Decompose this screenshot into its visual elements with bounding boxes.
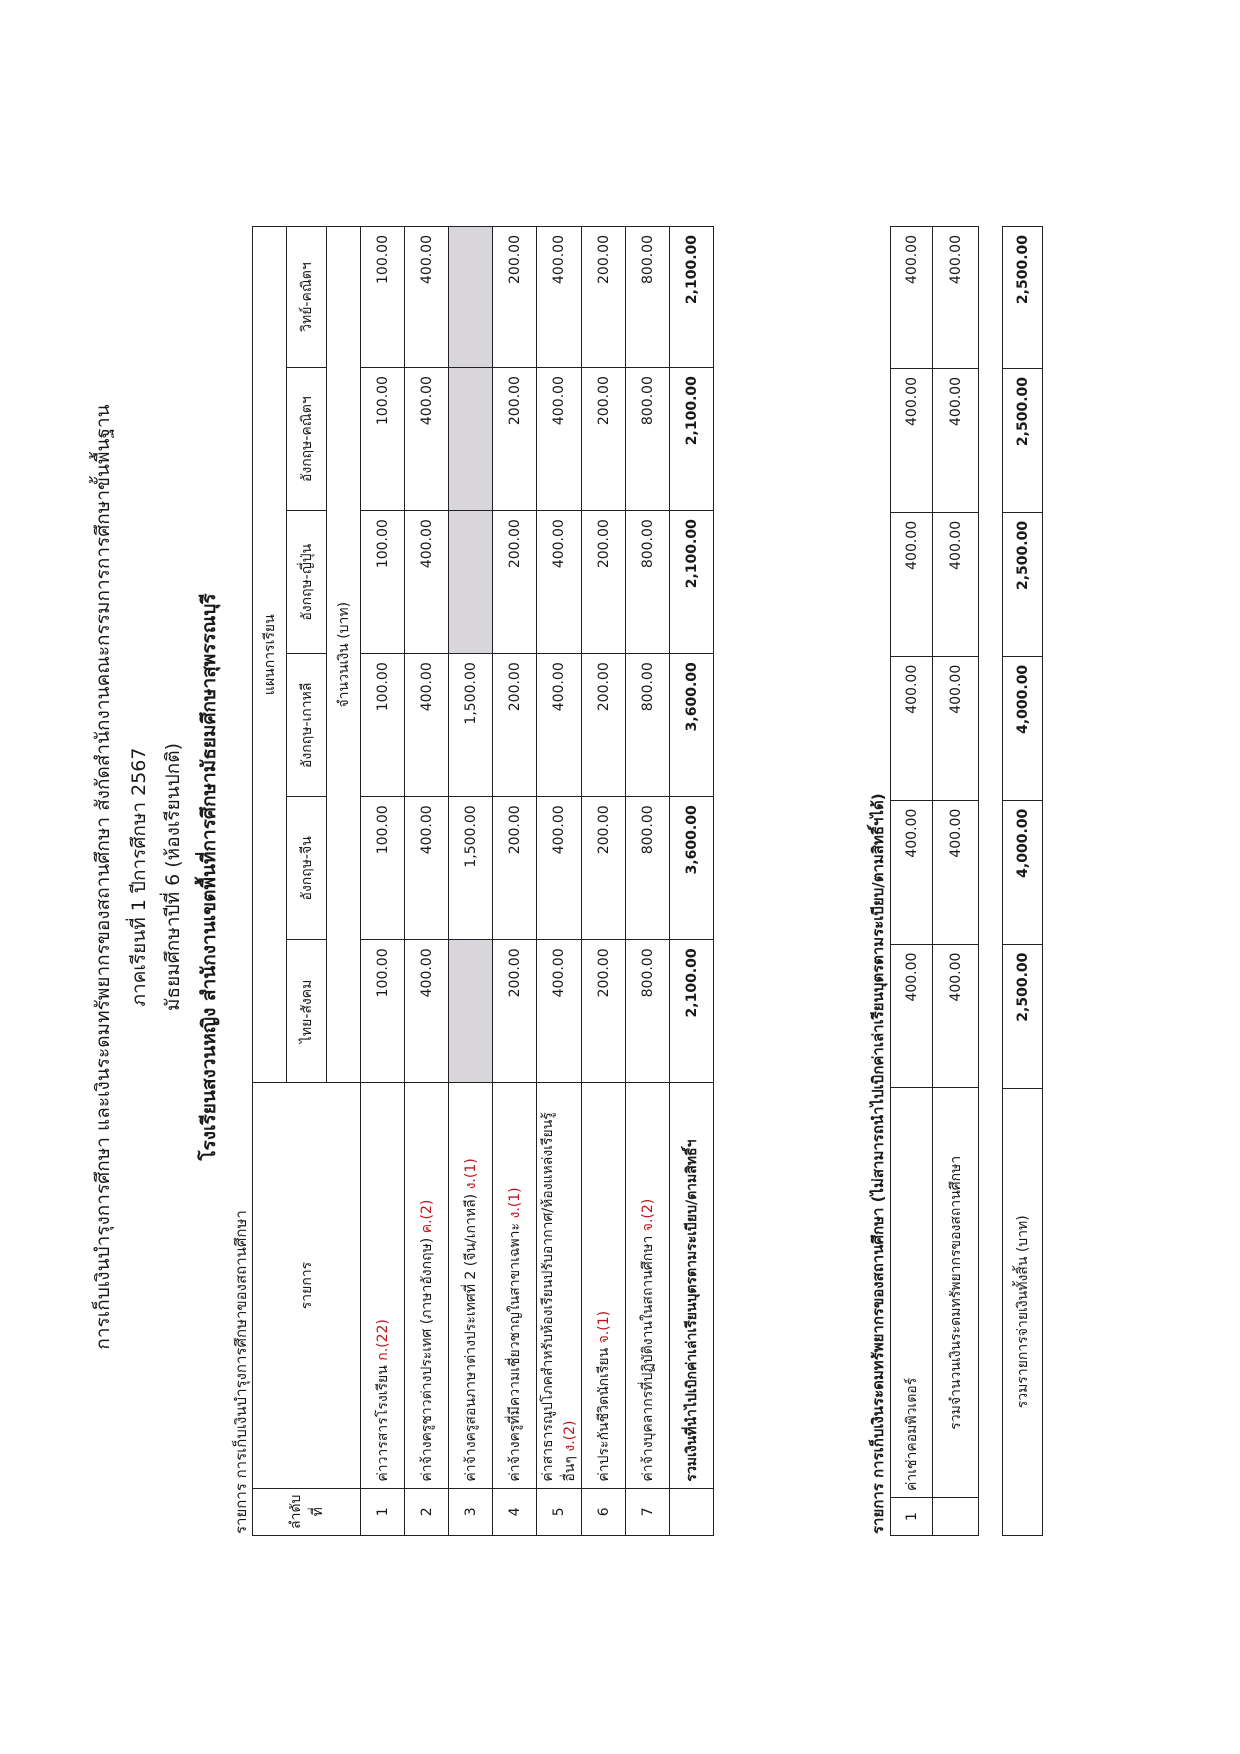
value-cell: 400.00 xyxy=(537,654,582,797)
total-label: รวมเงินที่นำไปเบิกค่าเล่าเรียนบุตรตามระเบียบ/ตามสิทธิ์ฯ xyxy=(670,1083,714,1488)
value-cell: 400.00 xyxy=(891,368,933,512)
row-item: ค่าเช่าคอมพิวเตอร์ xyxy=(891,1088,933,1498)
row-item-text: ค่าจ้างครูชาวต่างประเทศ (ภาษาอังกฤษ) xyxy=(418,1237,435,1482)
value-cell: 400.00 xyxy=(537,797,582,940)
row-item-text: ค่าสาธารณูปโภคสำหรับห้องเรียนปรับอากาศ/ห้องแหล่งเรียนรู้อื่นๆ xyxy=(540,1112,578,1482)
plan-header: อังกฤษ-ญี่ปุ่น xyxy=(287,511,327,654)
plan-header: อังกฤษ-คณิตฯ xyxy=(287,368,327,511)
value-cell: 100.00 xyxy=(361,940,405,1083)
row-item xyxy=(405,1083,449,1488)
value-cell: 800.00 xyxy=(626,654,670,797)
row-no: 3 xyxy=(449,1488,493,1535)
section1-caption: รายการ การเก็บเงินบำรุงการศึกษาของสถานศึกษา xyxy=(232,1210,250,1534)
value-cell: 100.00 xyxy=(361,227,405,368)
subtotal-cell: 400.00 xyxy=(933,800,979,944)
grand-total-cell: 2,500.00 xyxy=(1003,369,1043,513)
row-item xyxy=(582,1083,626,1488)
value-cell: 100.00 xyxy=(361,368,405,511)
col-header-plan: แผนการเรียน xyxy=(253,227,287,1083)
value-cell: 200.00 xyxy=(493,940,537,1083)
row-item-text: ค่าจ้างครูสอนภาษาต่างประเทศที่ 2 (จีน/เกาหลี) xyxy=(462,1193,479,1482)
row-no: 7 xyxy=(626,1488,670,1535)
regulation-code: ง.(1) xyxy=(506,1187,523,1219)
value-cell: 400.00 xyxy=(405,797,449,940)
section1-rows xyxy=(361,227,670,1536)
subtotal-cell: 400.00 xyxy=(933,227,979,369)
grand-total-cell: 2,500.00 xyxy=(1003,227,1043,369)
row-no: 4 xyxy=(493,1488,537,1535)
value-cell: 400.00 xyxy=(537,368,582,511)
value-cell: 400.00 xyxy=(891,944,933,1088)
value-cell: 200.00 xyxy=(582,227,626,368)
grand-total-row xyxy=(1003,227,1043,1536)
value-cell: 400.00 xyxy=(405,511,449,654)
value-cell xyxy=(449,511,493,654)
total-cell: 3,600.00 xyxy=(670,797,714,940)
plan-header: อังกฤษ-เกาหลี xyxy=(287,654,327,797)
table-row xyxy=(537,227,582,1536)
value-cell: 400.00 xyxy=(891,227,933,369)
value-cell: 800.00 xyxy=(626,368,670,511)
value-cell: 200.00 xyxy=(582,940,626,1083)
value-cell: 1,500.00 xyxy=(449,654,493,797)
col-header-no: ลำดับที่ xyxy=(253,1488,361,1535)
value-cell: 800.00 xyxy=(626,227,670,368)
title-line-1: การเก็บเงินบำรุงการศึกษา และเงินระดมทรัพยากรของสถานศึกษา สังกัดสำนักงานคณะกรรมการการศึกษาขั้นพื้นฐาน xyxy=(92,404,114,1350)
subtotal-row xyxy=(933,227,979,1536)
value-cell: 200.00 xyxy=(493,654,537,797)
value-cell: 400.00 xyxy=(405,227,449,368)
value-cell: 400.00 xyxy=(891,656,933,800)
grand-total-cell: 2,500.00 xyxy=(1003,512,1043,656)
table-row xyxy=(449,227,493,1536)
plan-header: วิทย์-คณิตฯ xyxy=(287,227,327,368)
value-cell: 200.00 xyxy=(493,797,537,940)
resource-table xyxy=(890,226,979,1536)
row-item xyxy=(361,1083,405,1488)
value-cell: 200.00 xyxy=(493,511,537,654)
value-cell xyxy=(449,368,493,511)
unit-label: จำนวนเงิน (บาท) xyxy=(327,227,361,1083)
row-item-text: ค่าจ้างบุคลากรที่ปฏิบัติงานในสถานศึกษา xyxy=(639,1235,656,1482)
table-row xyxy=(626,227,670,1536)
subtotal-label: รวมจำนวนเงินระดมทรัพยากรของสถานศึกษา xyxy=(933,1088,979,1498)
grand-total-cell: 4,000.00 xyxy=(1003,800,1043,944)
table-row xyxy=(405,227,449,1536)
subtotal-cell: 400.00 xyxy=(933,656,979,800)
fee-table xyxy=(252,226,714,1536)
row-no: 1 xyxy=(891,1498,933,1536)
row-no: 6 xyxy=(582,1488,626,1535)
value-cell: 1,500.00 xyxy=(449,797,493,940)
value-cell: 400.00 xyxy=(891,800,933,944)
title-line-3: มัธยมศึกษาปีที่ 6 (ห้องเรียนปกติ) xyxy=(162,742,184,1012)
row-item-text: ค่าจ้างครูที่มีความเชี่ยวชาญในสาขาเฉพาะ xyxy=(506,1222,523,1482)
value-cell xyxy=(449,227,493,368)
section2-caption: รายการ การเก็บเงินระดมทรัพยากรของสถานศึกษา (ไม่สามารถนำไปเบิกค่าเล่าเรียนบุตรตามระเบียบ/ตามสิทธิ์ฯได้) xyxy=(869,793,887,1534)
grand-total-table xyxy=(1002,226,1043,1536)
value-cell: 400.00 xyxy=(537,227,582,368)
total-cell: 2,100.00 xyxy=(670,227,714,368)
regulation-code: ง.(2) xyxy=(562,1420,578,1452)
plan-header: อังกฤษ-จีน xyxy=(287,797,327,940)
row-item xyxy=(449,1083,493,1488)
row-item-text: ค่าวารสารโรงเรียน xyxy=(374,1365,391,1482)
row-no: 2 xyxy=(405,1488,449,1535)
regulation-code: จ.(2) xyxy=(639,1198,656,1232)
value-cell: 200.00 xyxy=(493,368,537,511)
value-cell: 400.00 xyxy=(405,940,449,1083)
regulation-code: ค.(2) xyxy=(418,1199,435,1234)
total-cell: 2,100.00 xyxy=(670,940,714,1083)
total-cell: 3,600.00 xyxy=(670,654,714,797)
regulation-code: ก.(22) xyxy=(374,1319,391,1361)
regulation-code: จ.(1) xyxy=(595,1310,612,1344)
plan-header: ไทย-สังคม xyxy=(287,940,327,1083)
subtotal-cell: 400.00 xyxy=(933,512,979,656)
row-no: 5 xyxy=(537,1488,582,1535)
total-row xyxy=(670,227,714,1536)
value-cell: 400.00 xyxy=(537,511,582,654)
row-item xyxy=(493,1083,537,1488)
table-row xyxy=(493,227,537,1536)
value-cell: 800.00 xyxy=(626,511,670,654)
table-row xyxy=(582,227,626,1536)
regulation-code: ง.(1) xyxy=(462,1158,479,1190)
row-item-text: ค่าประกันชีวิตนักเรียน xyxy=(595,1347,612,1482)
title-line-2: ภาคเรียนที่ 1 ปีการศึกษา 2567 xyxy=(128,747,150,1007)
total-cell: 2,100.00 xyxy=(670,368,714,511)
row-no: 1 xyxy=(361,1488,405,1535)
value-cell: 400.00 xyxy=(537,940,582,1083)
grand-total-cell: 4,000.00 xyxy=(1003,656,1043,800)
grand-total-cell: 2,500.00 xyxy=(1003,944,1043,1088)
subtotal-cell: 400.00 xyxy=(933,368,979,512)
value-cell: 800.00 xyxy=(626,797,670,940)
value-cell: 200.00 xyxy=(493,227,537,368)
value-cell: 800.00 xyxy=(626,940,670,1083)
value-cell: 100.00 xyxy=(361,654,405,797)
value-cell: 400.00 xyxy=(405,654,449,797)
table-row xyxy=(891,227,933,1536)
table-row xyxy=(361,227,405,1536)
value-cell xyxy=(449,940,493,1083)
subtotal-cell: 400.00 xyxy=(933,944,979,1088)
row-item xyxy=(537,1083,582,1488)
value-cell: 200.00 xyxy=(582,511,626,654)
row-item xyxy=(626,1083,670,1488)
value-cell: 100.00 xyxy=(361,511,405,654)
col-header-item: รายการ xyxy=(253,1083,361,1488)
value-cell: 100.00 xyxy=(361,797,405,940)
value-cell: 200.00 xyxy=(582,654,626,797)
grand-total-label: รวมรายการจ่ายเงินทั้งสิ้น (บาท) xyxy=(1003,1088,1043,1535)
value-cell: 200.00 xyxy=(582,797,626,940)
value-cell: 400.00 xyxy=(405,368,449,511)
value-cell: 400.00 xyxy=(891,512,933,656)
value-cell: 200.00 xyxy=(582,368,626,511)
title-line-4: โรงเรียนสงวนหญิง สำนักงานเขตพื้นที่การศึกษามัธยมศึกษาสุพรรณบุรี xyxy=(198,593,220,1161)
total-cell: 2,100.00 xyxy=(670,511,714,654)
